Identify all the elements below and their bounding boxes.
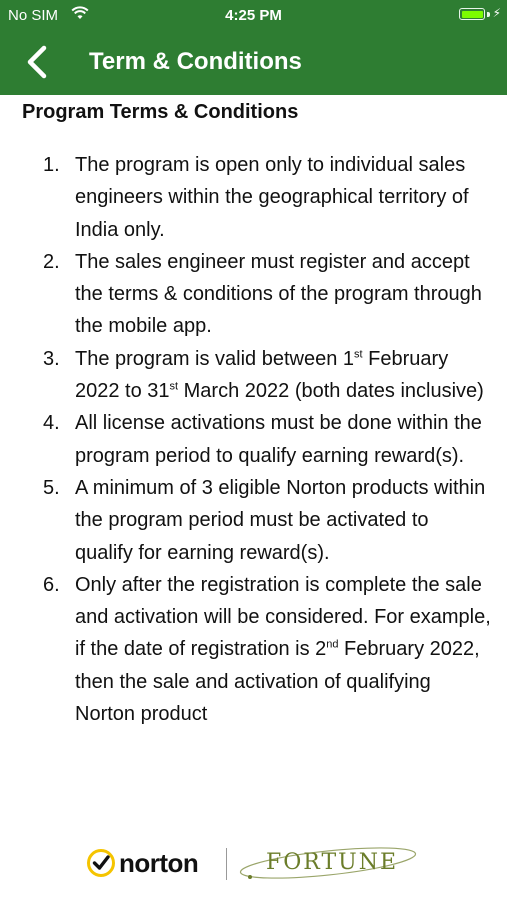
terms-content[interactable] bbox=[0, 95, 507, 805]
item-number: 3. bbox=[43, 347, 60, 370]
item-text: All license activations must be done within the program period to qualify earning reward(s). bbox=[75, 412, 482, 467]
norton-logo bbox=[86, 845, 198, 881]
charging-icon: ⚡ bbox=[492, 6, 501, 20]
item-text: The program is open only to individual sales engineers within the geographical territory of India only. bbox=[75, 154, 469, 241]
terms-item bbox=[0, 149, 507, 246]
back-chevron-icon[interactable] bbox=[20, 42, 60, 82]
item-text-part: The program is valid between 1 bbox=[75, 347, 355, 370]
item-text-part: March 2022 (both dates inclusive) bbox=[178, 380, 484, 403]
logo-divider bbox=[226, 848, 227, 880]
carrier-label: No SIM bbox=[8, 7, 59, 24]
section-title: Program Terms & Conditions bbox=[22, 101, 299, 123]
item-number: 1. bbox=[43, 154, 60, 176]
item-text-part: February 2022 to 31 bbox=[75, 347, 449, 403]
ordinal-suffix: nd bbox=[326, 638, 339, 651]
battery-tip bbox=[487, 12, 490, 17]
terms-item bbox=[0, 407, 507, 472]
ordinal-suffix: st bbox=[354, 348, 363, 361]
fortune-logo bbox=[236, 839, 426, 887]
page-title: Term & Conditions bbox=[89, 48, 302, 75]
item-text: The sales engineer must register and accept the terms & conditions of the program through the mobile app. bbox=[75, 250, 482, 338]
ordinal-suffix: st bbox=[169, 380, 179, 393]
nav-bar bbox=[0, 30, 507, 95]
terms-item bbox=[0, 472, 507, 569]
terms-item bbox=[0, 569, 507, 730]
norton-wordmark: norton bbox=[119, 847, 199, 878]
item-number: 4. bbox=[43, 412, 60, 435]
item-text: A minimum of 3 eligible Norton products within the program period must be activated to qualify for earning reward(s). bbox=[75, 476, 486, 564]
battery-icon bbox=[459, 8, 485, 20]
item-number: 2. bbox=[43, 250, 60, 273]
sponsor-footer bbox=[0, 805, 507, 900]
clock: 4:25 PM bbox=[225, 7, 282, 24]
item-number: 5. bbox=[43, 476, 60, 499]
terms-list bbox=[0, 149, 507, 730]
item-text-part: February 2022, then the sale and activation of qualifying Norton product bbox=[75, 638, 480, 726]
terms-item bbox=[0, 343, 507, 408]
fortune-wordmark: FORTUNE bbox=[266, 850, 399, 875]
terms-item bbox=[0, 246, 507, 343]
item-number: 6. bbox=[43, 573, 60, 596]
status-bar bbox=[0, 0, 507, 30]
norton-check-icon bbox=[86, 848, 116, 878]
item-text-part: Only after the registration is complete the sale and activation will be considered. For example, if the date of registration is 2 bbox=[75, 573, 491, 661]
